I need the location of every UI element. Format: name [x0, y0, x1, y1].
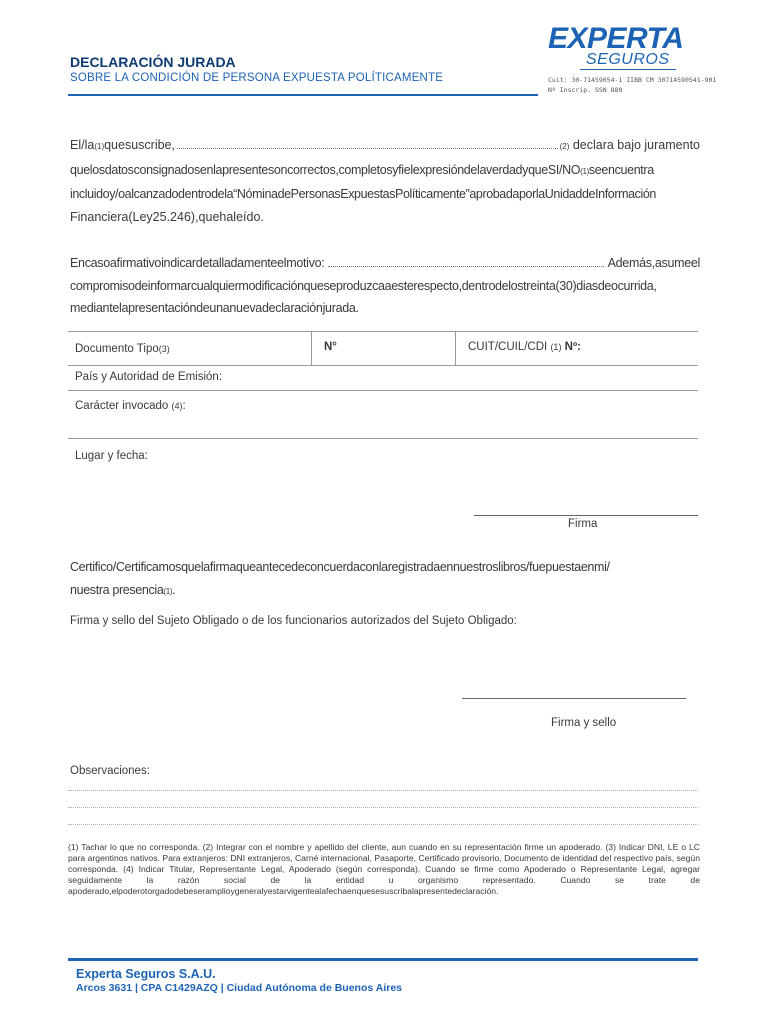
text-mediante: mediantelapresentacióndeunanuevadeclaraciónjurada. — [70, 301, 359, 315]
footer-bar — [68, 958, 698, 961]
caracter-field[interactable] — [75, 400, 186, 412]
table-divider-2 — [455, 331, 456, 365]
caracter-ref: (4) — [171, 401, 183, 411]
certifico-line1: Certifico/Certificamosquelafirmaqueantecedeconcuerdaconlaregistradaennuestroslibros/fuepuestaenmi/ — [70, 560, 610, 574]
document-subtitle: SOBRE LA CONDICIÓN DE PERSONA EXPUESTA POLÍTICAMENTE — [70, 72, 444, 84]
caracter-label: Carácter invocado — [75, 400, 169, 412]
footnote: (1) Tachar lo que no corresponda. (2) Integrar con el nombre y apellido del cliente, aun cuando en su representación firme un apoderado. (3) Indicar DNI, LE o LC para argentinos nativos. Para extranjeros: DNI extranjeros, Carné internacional, Pasaporte, Certificado provisorio, Documento de identidad del respectivo país, según corresponda. (4) Indicar Titular, Representante Legal, Apoderado (según corresponda). Cuando se firme como Apoderado o Representante Legal, agregar seguidamente la razón social de la entidad u organismo representado. Cuando se trate de apoderado,elpoderotorgadodebeseramplioygeneralyestarvigentealafechaenquesesuscribalapresentedeclaración. — [68, 842, 700, 896]
experta-logo: EXPERTA — [548, 22, 684, 55]
firma-sello-instruction: Firma y sello del Sujeto Obligado o de los funcionarios autorizados del Sujeto Obligado: — [70, 615, 517, 627]
firma-sello-label: Firma y sello — [551, 717, 617, 729]
firma-line[interactable] — [474, 515, 698, 516]
logo-cuit: Cuit: 30-71459054-1 IIBB CM 30714590541-901 — [548, 76, 717, 84]
motivo-paragraph — [70, 252, 700, 320]
observaciones-label: Observaciones: — [70, 765, 150, 777]
ref-2: (2) — [559, 142, 570, 151]
motivo-field[interactable] — [328, 256, 603, 267]
text-line2: quelosdatosconsignadosenlapresentesoncorrectos,completosyfielexpresióndelaverdadyqueSI/NO — [70, 162, 581, 177]
cuit-ref: (1) — [550, 342, 562, 352]
ref-si-no: (1) — [580, 166, 589, 176]
firma-sello-line[interactable] — [462, 698, 686, 699]
caracter-border — [68, 438, 698, 439]
pais-border — [68, 390, 698, 391]
text-seencuentra: seencuentra — [588, 162, 654, 177]
observaciones-line-3[interactable] — [68, 824, 698, 825]
table-divider-1 — [311, 331, 312, 365]
logo-ssn: Nº Inscrip. SSN 880 — [548, 86, 623, 94]
cuit-n: Nº: — [564, 341, 581, 353]
logo-underline — [580, 69, 676, 70]
table-row-border — [68, 365, 698, 366]
header-divider — [68, 94, 538, 96]
cuit-label: CUIT/CUIL/CDI — [468, 341, 548, 353]
firma-label: Firma — [568, 518, 598, 530]
observaciones-line-1[interactable] — [68, 790, 698, 791]
doc-tipo-field[interactable] — [75, 343, 170, 355]
text-ademas: Además,asumeel — [607, 256, 700, 270]
caracter-colon: : — [182, 400, 186, 412]
certifico-ref: (1) — [163, 586, 173, 596]
footer-address: Arcos 3631 | CPA C1429AZQ | Ciudad Autónoma de Buenos Aires — [76, 982, 403, 994]
text-line3: incluidoy/oalcanzadodentrodela“NóminadePersonasExpuestasPolíticamente”aprobadaporlaUnidaddeInformación — [70, 187, 656, 201]
footer-company: Experta Seguros S.A.U. — [76, 967, 216, 981]
pais-field[interactable]: País y Autoridad de Emisión: — [75, 371, 223, 383]
lugar-fecha-field[interactable]: Lugar y fecha: — [75, 450, 148, 462]
doc-tipo-label: Documento Tipo — [75, 343, 159, 355]
certifico-paragraph — [70, 556, 700, 603]
doc-ref: (3) — [158, 344, 170, 354]
text-line4: Financiera(Ley25.246),quehaleído. — [70, 209, 264, 224]
observaciones-line-2[interactable] — [68, 807, 698, 808]
text-compromiso: compromisodeinformarcualquiermodificaciónqueseproduzcaaesterespecto,dentrodelostreinta(30)diasdeocurrida, — [70, 278, 657, 293]
numero-field[interactable]: N° — [324, 341, 337, 353]
table-top-border — [68, 331, 698, 332]
certifico-end: . — [172, 582, 176, 597]
cuit-field[interactable] — [468, 341, 581, 353]
declaration-paragraph — [70, 134, 700, 228]
document-title: DECLARACIÓN JURADA — [70, 54, 236, 70]
text-el-la: El/la — [70, 138, 95, 152]
text-encaso: Encasoafirmativoindicardetalladamenteelmotivo: — [70, 256, 325, 270]
experta-logo-sub: SEGUROS — [586, 51, 670, 68]
name-field[interactable] — [177, 138, 558, 149]
certifico-line2: nuestra presencia — [70, 582, 164, 597]
text-quesuscribe: quesuscribe, — [104, 138, 175, 152]
ref-1: (1) — [94, 142, 105, 151]
text-declara: declara bajo juramento — [569, 138, 700, 152]
